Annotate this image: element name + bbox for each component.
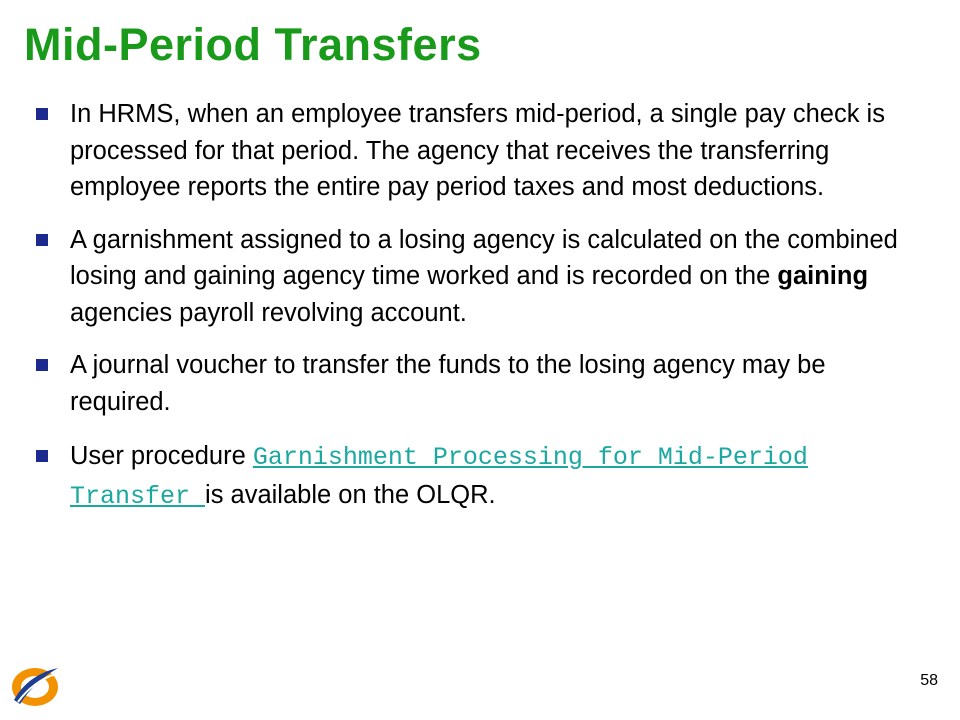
bullet-item-4 — [36, 438, 916, 515]
bullet-text-4 — [70, 438, 916, 515]
swoosh-logo-icon — [8, 662, 62, 710]
square-bullet-icon — [36, 108, 48, 120]
bullet-text-2 — [70, 222, 916, 332]
bullet-text-2-end: agencies payroll revolving account. — [70, 298, 467, 327]
bullet-text-3: A journal voucher to transfer the funds to the losing agency may be required. — [70, 351, 826, 416]
square-bullet-icon — [36, 450, 48, 462]
bullet-text-1: In HRMS, when an employee transfers mid-period, a single pay check is processed for that period. The agency that receives the transferring employee reports the entire pay period taxes and most deductions. — [70, 100, 885, 201]
bullet-list — [36, 96, 916, 531]
slide-number: 58 — [920, 672, 938, 689]
square-bullet-icon — [36, 234, 48, 246]
procedure-link[interactable]: Garnishment Processing for Mid-Period Transfer — [70, 443, 808, 511]
bullet-item-2 — [36, 222, 916, 332]
bullet-text-2-start: A garnishment assigned to a losing agency is calculated on the combined losing and gaining agency time worked and is recorded on the — [70, 225, 898, 290]
bullet-text-4-start: User procedure — [70, 442, 253, 470]
bullet-text-2-bold: gaining — [777, 262, 869, 290]
slide-title: Mid-Period Transfers — [24, 19, 482, 70]
bullet-item-3 — [36, 347, 916, 420]
bullet-text-4-end: is available on the OLQR. — [205, 480, 496, 509]
bullet-item-1 — [36, 96, 916, 206]
square-bullet-icon — [36, 359, 48, 371]
